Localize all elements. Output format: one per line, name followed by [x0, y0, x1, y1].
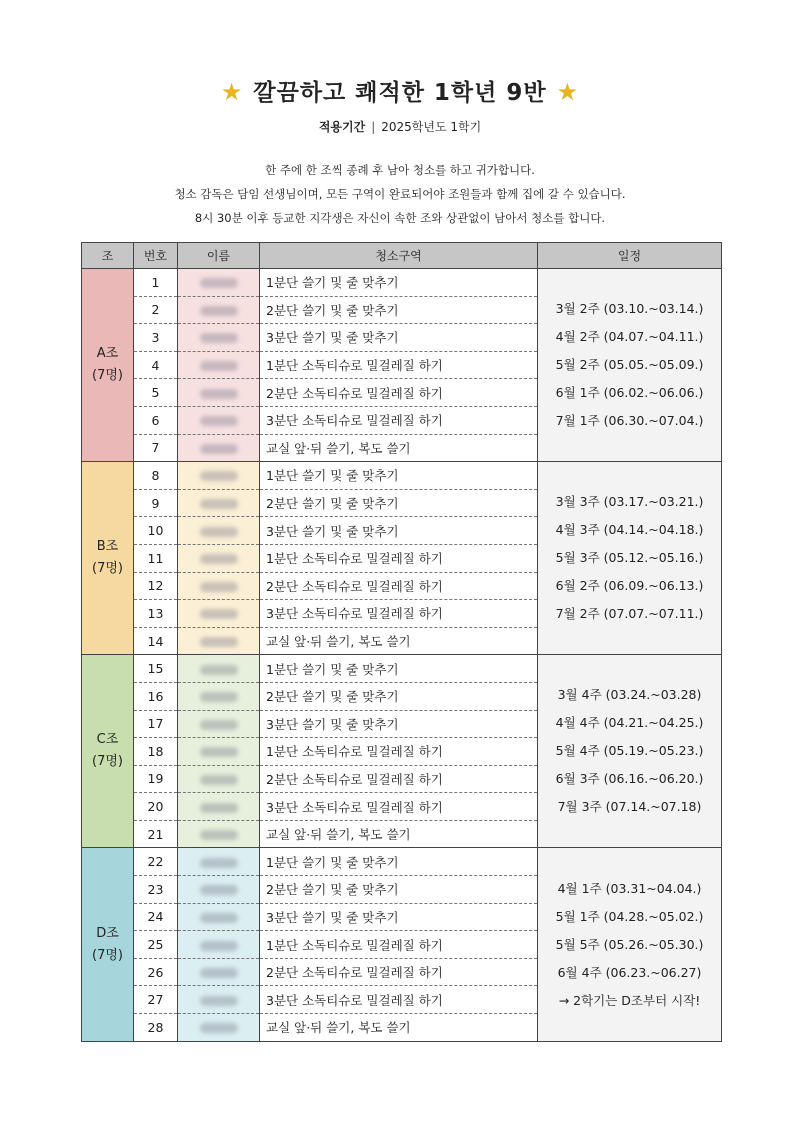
student-name-cell: [178, 489, 260, 517]
blurred-name: [200, 830, 238, 840]
student-name-cell: [178, 765, 260, 793]
student-number: 13: [134, 600, 178, 628]
student-number: 7: [134, 434, 178, 462]
student-name-cell: [178, 269, 260, 297]
group-name: B조: [96, 539, 119, 555]
application-period: [0, 118, 800, 135]
blurred-name: [200, 444, 238, 454]
blurred-name: [200, 665, 238, 675]
schedule-item: 4월 3주 (04.14.~04.18.): [555, 522, 704, 538]
blurred-name: [200, 775, 238, 785]
schedule-cell: [538, 655, 722, 848]
student-name-cell: [178, 517, 260, 545]
group-cell: [82, 655, 134, 848]
cleaning-area: 2분단 소독티슈로 밀걸레질 하기: [260, 379, 538, 407]
student-name-cell: [178, 655, 260, 683]
schedule-item: 7월 2주 (07.07.~07.11.): [555, 606, 704, 622]
group-count: (7명): [92, 561, 123, 577]
cleaning-area: 교실 앞·뒤 쓸기, 복도 쓸기: [260, 627, 538, 655]
group-cell: [82, 269, 134, 462]
blurred-name: [200, 278, 238, 288]
student-number: 11: [134, 544, 178, 572]
student-name-cell: [178, 379, 260, 407]
schedule-item: 6월 4주 (06.23.~06.27): [557, 964, 702, 980]
student-number: 8: [134, 462, 178, 490]
title-text: 깔끔하고 쾌적한 1학년 9반: [253, 80, 547, 106]
student-number: 23: [134, 876, 178, 904]
table-row: [82, 655, 722, 683]
blurred-name: [200, 637, 238, 647]
student-name-cell: [178, 820, 260, 848]
student-number: 4: [134, 351, 178, 379]
student-name-cell: [178, 324, 260, 352]
student-number: 17: [134, 710, 178, 738]
group-name: C조: [96, 732, 119, 748]
period-separator: |: [371, 120, 376, 134]
student-name-cell: [178, 682, 260, 710]
header-area: 청소구역: [260, 243, 538, 269]
schedule-item: 3월 3주 (03.17.~03.21.): [555, 494, 704, 510]
blurred-name: [200, 554, 238, 564]
cleaning-area: 3분단 소독티슈로 밀걸레질 하기: [260, 600, 538, 628]
student-number: 12: [134, 572, 178, 600]
blurred-name: [200, 996, 238, 1006]
student-number: 21: [134, 820, 178, 848]
blurred-name: [200, 913, 238, 923]
student-number: 20: [134, 793, 178, 821]
period-label: 적용기간: [318, 120, 366, 134]
cleaning-area: 2분단 소독티슈로 밀걸레질 하기: [260, 765, 538, 793]
header-name: 이름: [178, 243, 260, 269]
student-name-cell: [178, 986, 260, 1014]
group-name: A조: [96, 346, 119, 362]
blurred-name: [200, 858, 238, 868]
blurred-name: [200, 527, 238, 537]
student-name-cell: [178, 793, 260, 821]
student-number: 14: [134, 627, 178, 655]
cleaning-area: 1분단 쓸기 및 줄 맞추기: [260, 848, 538, 876]
page-title: [0, 74, 800, 107]
schedule-cell: [538, 462, 722, 655]
table-row: [82, 848, 722, 876]
group-cell: [82, 462, 134, 655]
student-name-cell: [178, 876, 260, 904]
student-number: 27: [134, 986, 178, 1014]
blurred-name: [200, 582, 238, 592]
cleaning-area: 2분단 쓸기 및 줄 맞추기: [260, 682, 538, 710]
blurred-name: [200, 471, 238, 481]
schedule-item: 6월 1주 (06.02.~06.06.): [555, 385, 704, 401]
schedule-item: 4월 2주 (04.07.~04.11.): [555, 329, 704, 345]
cleaning-area: 교실 앞·뒤 쓸기, 복도 쓸기: [260, 820, 538, 848]
schedule-item: 5월 2주 (05.05.~05.09.): [555, 357, 704, 373]
student-number: 19: [134, 765, 178, 793]
schedule-item: 6월 2주 (06.09.~06.13.): [555, 578, 704, 594]
blurred-name: [200, 720, 238, 730]
blurred-name: [200, 1023, 238, 1033]
header-schedule: 일정: [538, 243, 722, 269]
group-cell: [82, 848, 134, 1041]
student-name-cell: [178, 627, 260, 655]
student-name-cell: [178, 572, 260, 600]
student-name-cell: [178, 710, 260, 738]
student-number: 24: [134, 903, 178, 931]
schedule-item: 6월 3주 (06.16.~06.20.): [555, 771, 704, 787]
student-number: 18: [134, 738, 178, 766]
student-number: 10: [134, 517, 178, 545]
blurred-name: [200, 499, 238, 509]
cleaning-area: 3분단 쓸기 및 줄 맞추기: [260, 517, 538, 545]
student-number: 5: [134, 379, 178, 407]
blurred-name: [200, 692, 238, 702]
cleaning-area: 교실 앞·뒤 쓸기, 복도 쓸기: [260, 1014, 538, 1042]
student-number: 16: [134, 682, 178, 710]
schedule-item: 5월 3주 (05.12.~05.16.): [555, 550, 704, 566]
cleaning-area: 1분단 소독티슈로 밀걸레질 하기: [260, 931, 538, 959]
blurred-name: [200, 885, 238, 895]
student-name-cell: [178, 738, 260, 766]
student-name-cell: [178, 903, 260, 931]
schedule-item: 5월 1주 (04.28.~05.02.): [555, 908, 704, 924]
cleaning-area: 2분단 쓸기 및 줄 맞추기: [260, 876, 538, 904]
schedule-item: 4월 1주 (03.31~04.04.): [557, 880, 702, 896]
blurred-name: [200, 803, 238, 813]
cleaning-area: 1분단 쓸기 및 줄 맞추기: [260, 462, 538, 490]
student-number: 3: [134, 324, 178, 352]
cleaning-area: 2분단 소독티슈로 밀걸레질 하기: [260, 958, 538, 986]
cleaning-area: 1분단 소독티슈로 밀걸레질 하기: [260, 544, 538, 572]
blurred-name: [200, 389, 238, 399]
schedule-item: 3월 4주 (03.24.~03.28): [557, 687, 702, 703]
student-number: 26: [134, 958, 178, 986]
student-number: 9: [134, 489, 178, 517]
student-name-cell: [178, 462, 260, 490]
group-count: (7명): [92, 754, 123, 770]
cleaning-schedule-table: [81, 242, 722, 1042]
student-name-cell: [178, 600, 260, 628]
schedule-item: 5월 5주 (05.26.~05.30.): [555, 936, 704, 952]
cleaning-area: 교실 앞·뒤 쓸기, 복도 쓸기: [260, 434, 538, 462]
table-row: [82, 462, 722, 490]
schedule-cell: [538, 848, 722, 1041]
header-number: 번호: [134, 243, 178, 269]
blurred-name: [200, 361, 238, 371]
schedule-item: 5월 4주 (05.19.~05.23.): [555, 743, 704, 759]
student-number: 2: [134, 296, 178, 324]
period-value: 2025학년도 1학기: [381, 120, 482, 134]
schedule-item: 4월 4주 (04.21.~04.25.): [555, 715, 704, 731]
student-number: 1: [134, 269, 178, 297]
intro-line: 청소 감독은 담임 선생님이며, 모든 구역이 완료되어야 조원들과 함께 집에 갈 수 있습니다.: [174, 187, 626, 201]
star-icon: ★: [220, 78, 244, 106]
cleaning-area: 2분단 소독티슈로 밀걸레질 하기: [260, 572, 538, 600]
student-name-cell: [178, 351, 260, 379]
student-name-cell: [178, 434, 260, 462]
table-body: [82, 269, 722, 1042]
student-name-cell: [178, 544, 260, 572]
schedule-item: → 2학기는 D조부터 시작!: [558, 992, 701, 1008]
cleaning-area: 1분단 쓸기 및 줄 맞추기: [260, 269, 538, 297]
table-row: [82, 269, 722, 297]
student-number: 15: [134, 655, 178, 683]
cleaning-area: 3분단 쓸기 및 줄 맞추기: [260, 710, 538, 738]
student-number: 25: [134, 931, 178, 959]
intro-line: 한 주에 한 조씩 종례 후 남아 청소를 하고 귀가합니다.: [265, 163, 535, 177]
student-name-cell: [178, 958, 260, 986]
cleaning-area: 1분단 소독티슈로 밀걸레질 하기: [260, 351, 538, 379]
schedule-item: 7월 3주 (07.14.~07.18): [557, 799, 702, 815]
cleaning-area: 3분단 쓸기 및 줄 맞추기: [260, 324, 538, 352]
student-number: 22: [134, 848, 178, 876]
student-name-cell: [178, 296, 260, 324]
blurred-name: [200, 747, 238, 757]
intro-text: [0, 158, 800, 230]
cleaning-area: 3분단 소독티슈로 밀걸레질 하기: [260, 986, 538, 1014]
blurred-name: [200, 416, 238, 426]
intro-line: 8시 30분 이후 등교한 지각생은 자신이 속한 조와 상관없이 남아서 청소를 합니다.: [194, 211, 606, 225]
cleaning-area: 2분단 쓸기 및 줄 맞추기: [260, 489, 538, 517]
schedule-item: 7월 1주 (06.30.~07.04.): [555, 413, 704, 429]
blurred-name: [200, 306, 238, 316]
student-number: 6: [134, 406, 178, 434]
cleaning-area: 1분단 쓸기 및 줄 맞추기: [260, 655, 538, 683]
student-name-cell: [178, 931, 260, 959]
header-group: 조: [82, 243, 134, 269]
group-name: D조: [96, 925, 119, 941]
cleaning-area: 3분단 소독티슈로 밀걸레질 하기: [260, 793, 538, 821]
cleaning-area: 3분단 쓸기 및 줄 맞추기: [260, 903, 538, 931]
blurred-name: [200, 333, 238, 343]
star-icon: ★: [556, 78, 580, 106]
table-header-row: [82, 243, 722, 269]
cleaning-area: 2분단 쓸기 및 줄 맞추기: [260, 296, 538, 324]
blurred-name: [200, 609, 238, 619]
group-count: (7명): [92, 368, 123, 384]
cleaning-area: 1분단 소독티슈로 밀걸레질 하기: [260, 738, 538, 766]
student-name-cell: [178, 406, 260, 434]
student-name-cell: [178, 848, 260, 876]
schedule-item: 3월 2주 (03.10.~03.14.): [555, 301, 704, 317]
student-name-cell: [178, 1014, 260, 1042]
group-count: (7명): [92, 947, 123, 963]
blurred-name: [200, 941, 238, 951]
cleaning-area: 3분단 소독티슈로 밀걸레질 하기: [260, 406, 538, 434]
student-number: 28: [134, 1014, 178, 1042]
blurred-name: [200, 968, 238, 978]
schedule-cell: [538, 269, 722, 462]
